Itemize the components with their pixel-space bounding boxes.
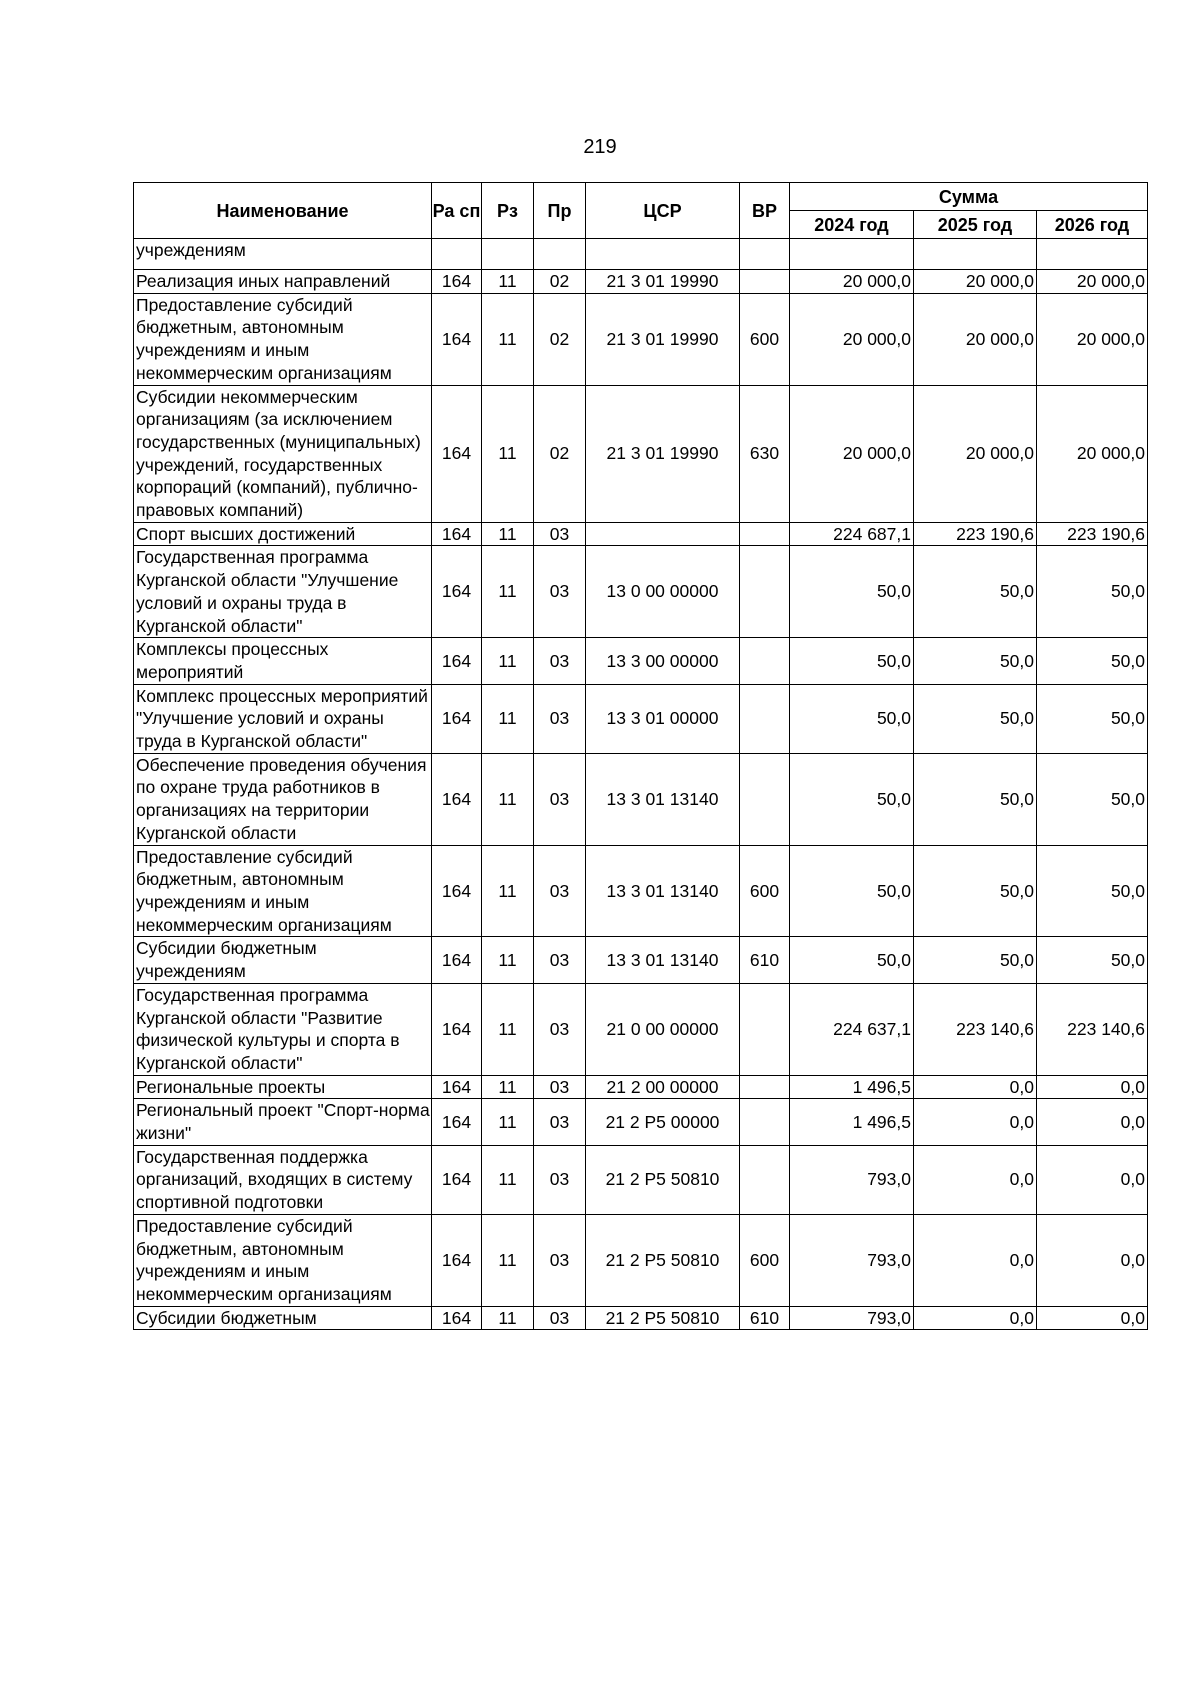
cell-rz: 11: [482, 522, 534, 546]
cell-2026: 50,0: [1037, 684, 1148, 753]
cell-rasp: 164: [432, 684, 482, 753]
cell-pr: 02: [534, 270, 586, 294]
cell-2024: 224 687,1: [790, 522, 914, 546]
cell-rasp: 164: [432, 1099, 482, 1145]
cell-rasp: 164: [432, 385, 482, 522]
cell-rasp: 164: [432, 522, 482, 546]
cell-pr: 03: [534, 983, 586, 1075]
cell-rasp: 164: [432, 937, 482, 983]
cell-vr: [740, 270, 790, 294]
cell-2025: 50,0: [914, 638, 1037, 684]
cell-2025: 223 140,6: [914, 983, 1037, 1075]
cell-2024: 50,0: [790, 684, 914, 753]
cell-csr: 21 2 P5 50810: [586, 1214, 740, 1306]
header-rz: Рз: [482, 183, 534, 239]
cell-name: Государственная программа Курганской области "Улучшение условий и охраны труда в Курганской области": [134, 546, 432, 638]
cell-name: Государственная программа Курганской области "Развитие физической культуры и спорта в Курганской области": [134, 983, 432, 1075]
cell-2024: 20 000,0: [790, 293, 914, 385]
cell-rasp: 164: [432, 638, 482, 684]
cell-2024: [790, 239, 914, 270]
cell-vr: [740, 1075, 790, 1099]
cell-2026: 50,0: [1037, 753, 1148, 845]
cell-csr: 21 2 00 00000: [586, 1075, 740, 1099]
table-row: [134, 983, 1148, 1075]
header-year-2024: 2024 год: [790, 211, 914, 239]
cell-2024: 793,0: [790, 1145, 914, 1214]
cell-2025: 20 000,0: [914, 385, 1037, 522]
cell-2026: 223 190,6: [1037, 522, 1148, 546]
cell-2025: 50,0: [914, 845, 1037, 937]
cell-rz: 11: [482, 753, 534, 845]
header-pr: Пр: [534, 183, 586, 239]
cell-csr: 13 3 01 13140: [586, 937, 740, 983]
table-body: [134, 239, 1148, 1330]
cell-pr: 03: [534, 1214, 586, 1306]
cell-csr: 21 3 01 19990: [586, 293, 740, 385]
cell-rz: 11: [482, 1075, 534, 1099]
table-row: [134, 270, 1148, 294]
cell-pr: 03: [534, 546, 586, 638]
cell-name: Предоставление субсидий бюджетным, автономным учреждениям и иным некоммерческим организациям: [134, 293, 432, 385]
cell-rasp: 164: [432, 983, 482, 1075]
table-row: [134, 937, 1148, 983]
page-number: 219: [583, 136, 617, 158]
cell-2026: 0,0: [1037, 1099, 1148, 1145]
table-row: [134, 1145, 1148, 1214]
budget-table: [133, 182, 1148, 1330]
cell-2025: 50,0: [914, 684, 1037, 753]
table-row: [134, 546, 1148, 638]
cell-pr: 03: [534, 937, 586, 983]
cell-2026: 223 140,6: [1037, 983, 1148, 1075]
table-row: [134, 1214, 1148, 1306]
cell-name: Государственная поддержка организаций, входящих в систему спортивной подготовки: [134, 1145, 432, 1214]
header-name: Наименование: [134, 183, 432, 239]
cell-csr: 13 3 01 13140: [586, 845, 740, 937]
cell-2024: 1 496,5: [790, 1099, 914, 1145]
cell-vr: [740, 684, 790, 753]
cell-2024: 224 637,1: [790, 983, 914, 1075]
cell-pr: 02: [534, 293, 586, 385]
cell-csr: 13 0 00 00000: [586, 546, 740, 638]
cell-name: учреждениям: [134, 239, 432, 270]
cell-csr: 13 3 01 00000: [586, 684, 740, 753]
cell-2026: 50,0: [1037, 937, 1148, 983]
cell-rasp: 164: [432, 293, 482, 385]
cell-vr: [740, 546, 790, 638]
table-row: [134, 753, 1148, 845]
cell-pr: 03: [534, 684, 586, 753]
cell-2026: 20 000,0: [1037, 385, 1148, 522]
header-year-2025: 2025 год: [914, 211, 1037, 239]
cell-rz: 11: [482, 983, 534, 1075]
cell-rz: 11: [482, 845, 534, 937]
cell-2025: 50,0: [914, 546, 1037, 638]
cell-csr: 13 3 00 00000: [586, 638, 740, 684]
header-csr: ЦСР: [586, 183, 740, 239]
cell-2025: 223 190,6: [914, 522, 1037, 546]
cell-pr: [534, 239, 586, 270]
cell-pr: 03: [534, 1145, 586, 1214]
cell-rz: 11: [482, 270, 534, 294]
cell-2026: 0,0: [1037, 1145, 1148, 1214]
cell-rz: 11: [482, 293, 534, 385]
cell-2024: 50,0: [790, 845, 914, 937]
cell-2025: 50,0: [914, 753, 1037, 845]
cell-name: Комплекс процессных мероприятий "Улучшение условий и охраны труда в Курганской области": [134, 684, 432, 753]
cell-rasp: [432, 239, 482, 270]
cell-name: Региональный проект "Спорт-норма жизни": [134, 1099, 432, 1145]
cell-name: Комплексы процессных мероприятий: [134, 638, 432, 684]
cell-vr: [740, 638, 790, 684]
cell-name: Реализация иных направлений: [134, 270, 432, 294]
cell-name: Региональные проекты: [134, 1075, 432, 1099]
cell-2025: 0,0: [914, 1214, 1037, 1306]
cell-2025: [914, 239, 1037, 270]
cell-rasp: 164: [432, 1145, 482, 1214]
table-row: [134, 845, 1148, 937]
table-row: [134, 385, 1148, 522]
cell-rz: 11: [482, 1214, 534, 1306]
cell-2024: 50,0: [790, 937, 914, 983]
cell-pr: 03: [534, 753, 586, 845]
header-sum: Сумма: [790, 183, 1148, 211]
cell-2024: 20 000,0: [790, 270, 914, 294]
cell-name: Субсидии бюджетным учреждениям: [134, 937, 432, 983]
cell-csr: 21 0 00 00000: [586, 983, 740, 1075]
table-row: [134, 293, 1148, 385]
cell-name: Субсидии некоммерческим организациям (за исключением государственных (муниципальных) учреждений, государственных корпораций (компаний), публично-правовых компаний): [134, 385, 432, 522]
cell-pr: 03: [534, 1075, 586, 1099]
cell-rasp: 164: [432, 270, 482, 294]
cell-2026: 50,0: [1037, 845, 1148, 937]
cell-2025: 0,0: [914, 1075, 1037, 1099]
header-rasp: Ра сп: [432, 183, 482, 239]
cell-vr: [740, 522, 790, 546]
table-row: [134, 239, 1148, 270]
cell-csr: 21 2 P5 50810: [586, 1145, 740, 1214]
cell-vr: 610: [740, 937, 790, 983]
cell-vr: [740, 239, 790, 270]
cell-pr: 02: [534, 385, 586, 522]
cell-vr: [740, 1099, 790, 1145]
cell-rz: 11: [482, 937, 534, 983]
table-row: [134, 684, 1148, 753]
cell-2026: 50,0: [1037, 546, 1148, 638]
cell-rz: 11: [482, 546, 534, 638]
table-row: [134, 1099, 1148, 1145]
cell-csr: [586, 522, 740, 546]
cell-2024: 793,0: [790, 1214, 914, 1306]
cell-2025: 0,0: [914, 1306, 1037, 1330]
table-row: [134, 638, 1148, 684]
cell-vr: 600: [740, 845, 790, 937]
cell-2025: 50,0: [914, 937, 1037, 983]
cell-vr: 600: [740, 293, 790, 385]
cell-2025: 0,0: [914, 1145, 1037, 1214]
cell-2025: 0,0: [914, 1099, 1037, 1145]
cell-2024: 20 000,0: [790, 385, 914, 522]
cell-2026: 50,0: [1037, 638, 1148, 684]
cell-2025: 20 000,0: [914, 293, 1037, 385]
cell-rz: 11: [482, 638, 534, 684]
cell-csr: 21 2 P5 50810: [586, 1306, 740, 1330]
table-row: [134, 522, 1148, 546]
cell-2026: 20 000,0: [1037, 293, 1148, 385]
cell-csr: [586, 239, 740, 270]
cell-rasp: 164: [432, 1306, 482, 1330]
cell-pr: 03: [534, 845, 586, 937]
cell-name: Обеспечение проведения обучения по охране труда работников в организациях на территории Курганской области: [134, 753, 432, 845]
cell-rasp: 164: [432, 845, 482, 937]
cell-name: Спорт высших достижений: [134, 522, 432, 546]
cell-rasp: 164: [432, 753, 482, 845]
table-row: [134, 1075, 1148, 1099]
cell-rasp: 164: [432, 546, 482, 638]
cell-rz: 11: [482, 1145, 534, 1214]
cell-pr: 03: [534, 1306, 586, 1330]
cell-2024: 50,0: [790, 638, 914, 684]
header-vr: ВР: [740, 183, 790, 239]
cell-2026: [1037, 239, 1148, 270]
header-year-2026: 2026 год: [1037, 211, 1148, 239]
cell-rasp: 164: [432, 1214, 482, 1306]
cell-2025: 20 000,0: [914, 270, 1037, 294]
cell-rz: 11: [482, 684, 534, 753]
cell-2024: 1 496,5: [790, 1075, 914, 1099]
cell-rasp: 164: [432, 1075, 482, 1099]
cell-pr: 03: [534, 1099, 586, 1145]
cell-csr: 21 3 01 19990: [586, 385, 740, 522]
cell-rz: 11: [482, 1099, 534, 1145]
cell-name: Предоставление субсидий бюджетным, автономным учреждениям и иным некоммерческим организациям: [134, 845, 432, 937]
cell-2024: 793,0: [790, 1306, 914, 1330]
cell-vr: 600: [740, 1214, 790, 1306]
cell-pr: 03: [534, 522, 586, 546]
cell-name: Предоставление субсидий бюджетным, автономным учреждениям и иным некоммерческим организациям: [134, 1214, 432, 1306]
cell-rz: 11: [482, 1306, 534, 1330]
cell-2026: 20 000,0: [1037, 270, 1148, 294]
cell-csr: 21 3 01 19990: [586, 270, 740, 294]
cell-vr: 610: [740, 1306, 790, 1330]
cell-name: Субсидии бюджетным: [134, 1306, 432, 1330]
cell-2026: 0,0: [1037, 1214, 1148, 1306]
cell-2026: 0,0: [1037, 1075, 1148, 1099]
cell-pr: 03: [534, 638, 586, 684]
cell-rz: [482, 239, 534, 270]
cell-csr: 21 2 P5 00000: [586, 1099, 740, 1145]
cell-vr: [740, 753, 790, 845]
cell-vr: 630: [740, 385, 790, 522]
cell-2026: 0,0: [1037, 1306, 1148, 1330]
cell-2024: 50,0: [790, 753, 914, 845]
cell-2024: 50,0: [790, 546, 914, 638]
cell-vr: [740, 983, 790, 1075]
cell-vr: [740, 1145, 790, 1214]
cell-csr: 13 3 01 13140: [586, 753, 740, 845]
table-row: [134, 1306, 1148, 1330]
cell-rz: 11: [482, 385, 534, 522]
